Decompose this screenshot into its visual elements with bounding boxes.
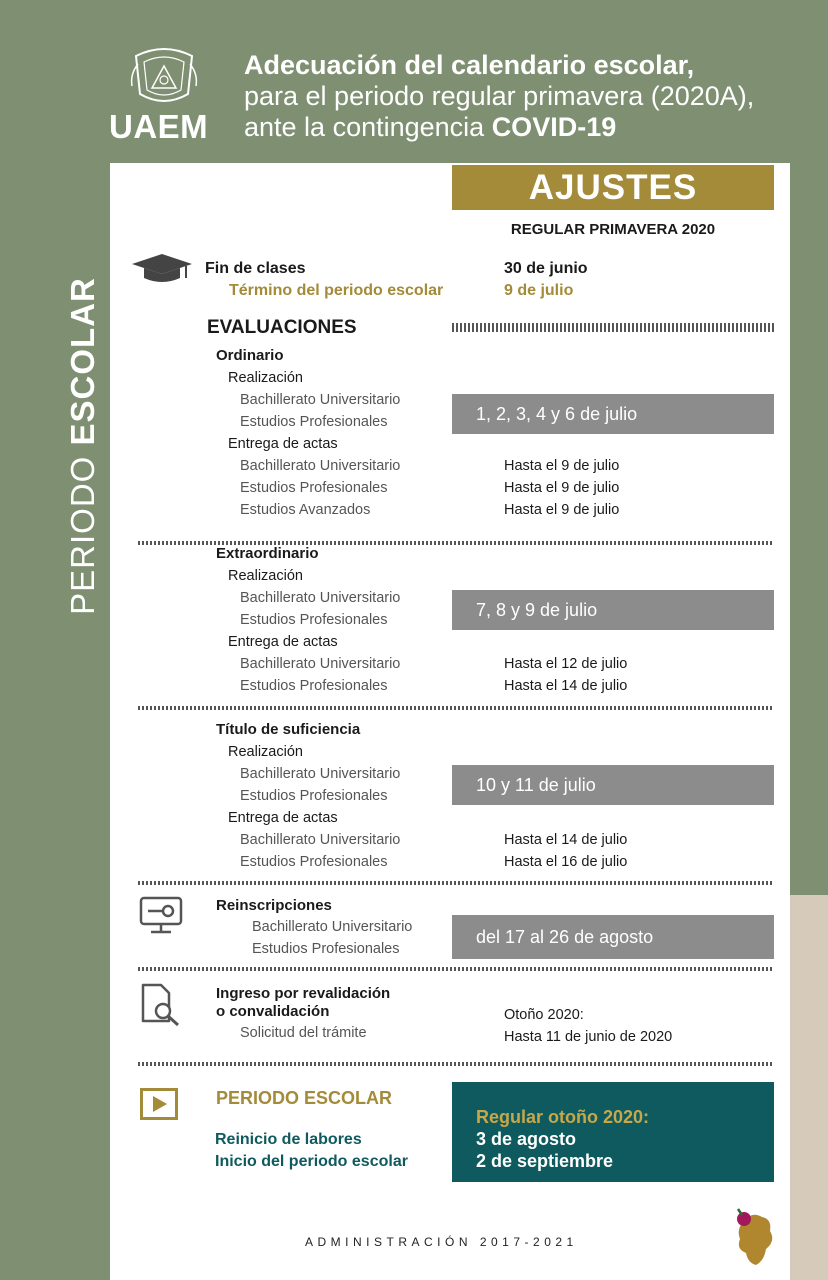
title-line-3-bold: COVID-19 (491, 112, 617, 142)
titulo-title: Título de suficiencia (216, 721, 361, 738)
revalidacion-solicitud: Solicitud del trámite (240, 1025, 367, 1041)
document-search-icon (139, 983, 183, 1027)
fin-label: Fin de clases (205, 260, 306, 277)
revalidacion-value (504, 1004, 672, 1048)
revalidacion-title-line-2: o convalidación (216, 1003, 330, 1020)
titulo-prof: Estudios Profesionales (240, 788, 388, 804)
side-label-bold: ESCOLAR (64, 277, 101, 446)
side-label-light: PERIODO (64, 445, 101, 615)
titulo-v-prof: Hasta el 16 de julio (504, 854, 628, 870)
extra-dates: 7, 8 y 9 de julio (452, 590, 774, 630)
extra-entrega: Entrega de actas (228, 634, 338, 650)
ordinario-v-bach: Hasta el 9 de julio (504, 458, 620, 474)
ordinario-e-prof: Estudios Profesionales (240, 480, 388, 496)
ordinario-dates: 1, 2, 3, 4 y 6 de julio (452, 394, 774, 434)
ordinario-entrega: Entrega de actas (228, 436, 338, 452)
reinscripciones-title: Reinscripciones (216, 897, 332, 914)
divider (138, 967, 774, 971)
extra-e-prof: Estudios Profesionales (240, 678, 388, 694)
logo-text: UAEM (109, 108, 209, 145)
revalidacion-title-line-1: Ingreso por revalidación (216, 985, 391, 1002)
divider (452, 323, 774, 332)
extra-title: Extraordinario (216, 545, 319, 562)
divider (138, 881, 774, 885)
titulo-e-prof: Estudios Profesionales (240, 854, 388, 870)
periodo-box (452, 1082, 774, 1182)
titulo-dates: 10 y 11 de julio (452, 765, 774, 805)
periodo-reinicio: Reinicio de labores (215, 1131, 362, 1148)
titulo-v-bach: Hasta el 14 de julio (504, 832, 628, 848)
evaluaciones-title: EVALUACIONES (207, 317, 357, 338)
extra-prof: Estudios Profesionales (240, 612, 388, 628)
graduation-cap-icon (132, 254, 192, 284)
play-icon (140, 1088, 178, 1120)
title-line-3-prefix: ante la contingencia (244, 112, 492, 142)
ajustes-header: AJUSTES (452, 165, 774, 210)
ordinario-e-bach: Bachillerato Universitario (240, 458, 401, 474)
termino-value: 9 de julio (504, 282, 574, 299)
revalidacion-value-line-2: Hasta 11 de junio de 2020 (504, 1029, 673, 1045)
periodo-title: PERIODO ESCOLAR (216, 1088, 393, 1108)
extra-e-bach: Bachillerato Universitario (240, 656, 401, 672)
titulo-realizacion: Realización (228, 744, 303, 760)
uaem-seal-icon (128, 46, 200, 108)
reinscripciones-dates: del 17 al 26 de agosto (452, 915, 774, 959)
title-line-1: Adecuación del calendario escolar, (244, 50, 695, 80)
periodo-box-line-1: 3 de agosto (476, 1129, 577, 1149)
side-label (64, 266, 102, 626)
ordinario-prof: Estudios Profesionales (240, 414, 388, 430)
page-title (244, 50, 754, 143)
divider (138, 1062, 774, 1066)
ordinario-title: Ordinario (216, 347, 284, 364)
beige-strip (790, 895, 828, 1280)
ordinario-realizacion: Realización (228, 370, 303, 386)
termino-label: Término del periodo escolar (229, 282, 444, 299)
titulo-e-bach: Bachillerato Universitario (240, 832, 401, 848)
title-line-2: para el periodo regular primavera (2020A), (244, 81, 755, 111)
ordinario-bach: Bachillerato Universitario (240, 392, 401, 408)
revalidacion-title (216, 985, 390, 1021)
titulo-bach: Bachillerato Universitario (240, 766, 401, 782)
periodo-inicio: Inicio del periodo escolar (215, 1153, 408, 1170)
titulo-entrega: Entrega de actas (228, 810, 338, 826)
footer-admin: ADMINISTRACIÓN 2017-2021 (305, 1235, 578, 1249)
extra-v-bach: Hasta el 12 de julio (504, 656, 628, 672)
ordinario-e-avz: Estudios Avanzados (240, 502, 371, 518)
title-line-3 (244, 112, 754, 143)
monitor-key-icon (139, 896, 183, 936)
ordinario-v-avz: Hasta el 9 de julio (504, 502, 620, 518)
periodo-box-title: Regular otoño 2020: (476, 1107, 650, 1127)
fin-value: 30 de junio (504, 260, 588, 277)
reinscripciones-bach: Bachillerato Universitario (252, 919, 413, 935)
revalidacion-value-line-1: Otoño 2020: (504, 1007, 584, 1023)
divider (138, 706, 774, 710)
extra-v-prof: Hasta el 14 de julio (504, 678, 628, 694)
state-map-icon (730, 1205, 776, 1267)
ajustes-subhead: REGULAR PRIMAVERA 2020 (510, 221, 716, 238)
periodo-box-line-2: 2 de septiembre (476, 1151, 614, 1171)
extra-realizacion: Realización (228, 568, 303, 584)
extra-bach: Bachillerato Universitario (240, 590, 401, 606)
ordinario-v-prof: Hasta el 9 de julio (504, 480, 620, 496)
reinscripciones-prof: Estudios Profesionales (252, 941, 400, 957)
